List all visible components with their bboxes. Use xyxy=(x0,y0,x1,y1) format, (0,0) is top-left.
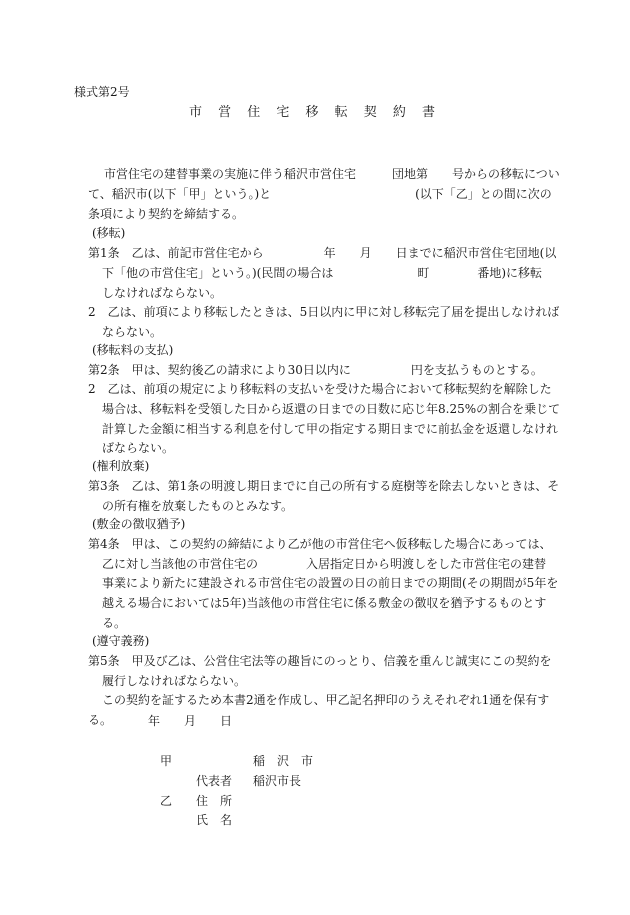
address-label: 住 所 xyxy=(196,794,233,808)
article-1-line-3: しなければならない。 xyxy=(102,286,223,300)
article-4-line-4: 越える場合においては5年)当該他の市営住宅に係る敷金の徴収を猶予するものとす xyxy=(102,596,547,610)
closing-line-2: る。 xyxy=(88,713,113,727)
representative-label: 代表者 xyxy=(196,774,233,788)
article-2-line-4: 計算した金額に相当する利息を付して甲の指定する期日までに前払金を返還しなけれ xyxy=(102,422,559,436)
article-3-heading: (権利放棄) xyxy=(92,459,150,473)
article-1-line-4: 2 乙は、前項により移転したときは、5日以内に甲に対し移転完了届を提出しなければ xyxy=(88,305,560,319)
article-5-line-2: 履行しなければならない。 xyxy=(102,674,247,688)
article-4-line-3: 事業により新たに建設される市営住宅の設置の日の前日までの期間(その期間が5年を xyxy=(102,576,559,590)
article-4-line-1: 第4条 甲は、この契約の締結により乙が他の市営住宅へ仮移転した場合にあっては、 xyxy=(88,537,552,551)
article-3-line-1: 第3条 乙は、第1条の明渡し期日までに自己の所有する庭樹等を除去しないときは、そ xyxy=(88,479,560,493)
preamble-line-1: 市営住宅の建替事業の実施に伴う稲沢市営住宅 団地第 号からの移転につい xyxy=(104,167,560,181)
closing-line-1: この契約を証するため本書2通を作成し、甲乙記名押印のうえそれぞれ1通を保有す xyxy=(102,693,550,707)
article-2-heading: (移転料の支払) xyxy=(92,343,174,357)
name-label: 氏 名 xyxy=(196,813,233,827)
date-line: 年 月 日 xyxy=(148,714,233,728)
form-number: 様式第2号 xyxy=(74,85,130,99)
representative-name: 稲沢市長 xyxy=(253,774,302,788)
article-2-line-1: 第2条 甲は、契約後乙の請求により30日以内に 円を支払うものとする。 xyxy=(88,363,543,377)
article-4-line-2: 乙に対し当該他の市営住宅の 入居指定日から明渡しをした市営住宅の建替 xyxy=(102,557,547,571)
article-5-heading: (遵守義務) xyxy=(92,634,150,648)
article-1-heading: (移転) xyxy=(92,226,126,240)
article-1-line-2: 下「他の市営住宅」という。)(民間の場合は 町 番地)に移転 xyxy=(102,266,543,280)
article-5-line-1: 第5条 甲及び乙は、公営住宅法等の趣旨にのっとり、信義を重んじ誠実にこの契約を xyxy=(88,654,552,668)
preamble-line-2: て、稲沢市(以下「甲」という。)と (以下「乙」との間に次の xyxy=(88,187,552,201)
article-1-line-5: ならない。 xyxy=(102,325,163,339)
article-2-line-5: ばならない。 xyxy=(102,441,175,455)
article-2-line-2: 2 乙は、前項の規定により移転料の支払いを受けた場合において移転契約を解除した xyxy=(88,382,552,396)
article-3-line-2: の所有権を放棄したものとみなす。 xyxy=(102,499,294,513)
article-2-line-3: 場合は、移転料を受領した日から返還の日までの日数に応じ年8.25%の割合を乗じて xyxy=(102,402,561,416)
party-a-label: 甲 xyxy=(160,754,173,768)
article-4-heading: (敷金の徴収猶予) xyxy=(92,517,186,531)
article-1-line-1: 第1条 乙は、前記市営住宅から 年 月 日までに稲沢市営住宅団地(以 xyxy=(88,246,557,260)
preamble-line-3: 条項により契約を締結する。 xyxy=(88,207,245,221)
party-b-label: 乙 xyxy=(160,794,173,808)
document-title: 市 営 住 宅 移 転 契 約 書 xyxy=(188,105,442,120)
article-4-line-5: る。 xyxy=(102,616,127,630)
party-a-name: 稲 沢 市 xyxy=(253,754,314,768)
